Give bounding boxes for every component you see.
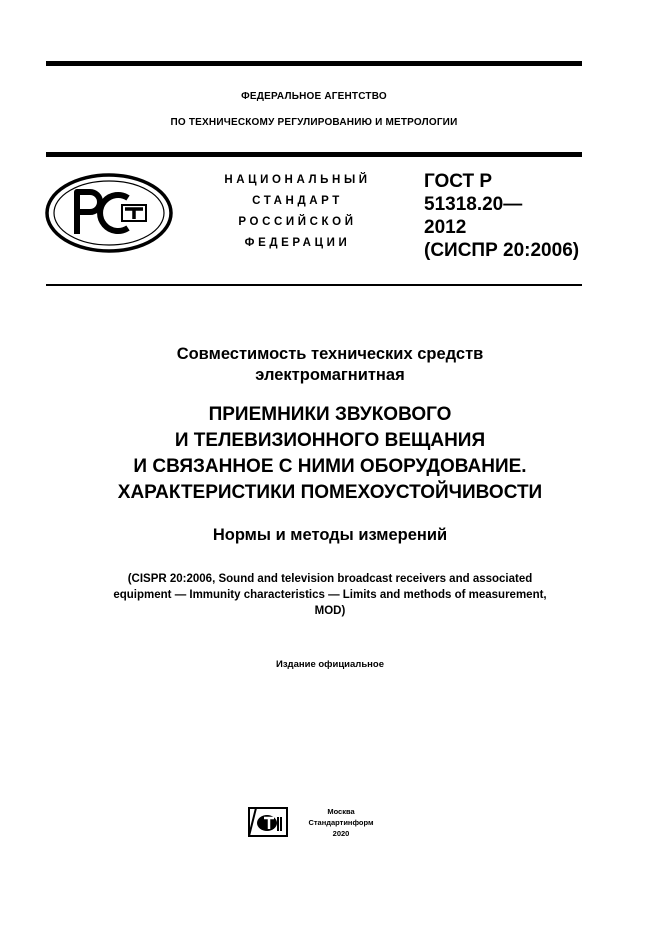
section-rule	[46, 284, 582, 286]
publisher-city: Москва	[327, 807, 355, 816]
publisher-info	[296, 806, 386, 839]
designation-line: 51318.20—	[424, 194, 523, 215]
standard-type-line: РОССИЙСКОЙ	[238, 216, 357, 228]
standard-type-line: ФЕДЕРАЦИИ	[244, 237, 351, 249]
standard-type-line: СТАНДАРТ	[252, 195, 343, 207]
agency-line-1: ФЕДЕРАЛЬНОЕ АГЕНТСТВО	[241, 91, 387, 102]
edition-label: Издание официальное	[276, 659, 384, 670]
publisher-year: 2020	[332, 829, 350, 838]
designation-line: ГОСТ Р	[424, 171, 493, 192]
standartinform-logo-icon	[248, 807, 288, 837]
title-line: И ТЕЛЕВИЗИОННОГО ВЕЩАНИЯ	[174, 430, 486, 451]
title-line: И СВЯЗАННОЕ С НИМИ ОБОРУДОВАНИЕ.	[133, 456, 527, 477]
document-norms-subtitle: Нормы и методы измерений	[212, 526, 448, 544]
document-subtitle	[46, 344, 614, 386]
top-rule	[46, 61, 582, 66]
subtitle-line: Совместимость технических средств	[176, 345, 484, 363]
original-title-line: equipment — Immunity characteristics — Limits and methods of measurement,	[113, 589, 547, 601]
publisher-name: Стандартинформ	[308, 818, 374, 827]
title-line: ХАРАКТЕРИСТИКИ ПОМЕХОУСТОЙЧИВОСТИ	[117, 482, 543, 503]
designation-line: (СИСПР 20:2006)	[424, 240, 580, 261]
subtitle-line: электромагнитная	[255, 366, 405, 384]
standard-type-line: НАЦИОНАЛЬНЫЙ	[224, 174, 371, 186]
original-title	[46, 571, 614, 619]
standard-type	[200, 170, 395, 254]
original-title-line: (CISPR 20:2006, Sound and television broadcast receivers and associated	[127, 573, 533, 585]
title-line: ПРИЕМНИКИ ЗВУКОВОГО	[208, 404, 452, 425]
agency-line-2: ПО ТЕХНИЧЕСКОМУ РЕГУЛИРОВАНИЮ И МЕТРОЛОГИИ	[170, 117, 458, 128]
designation-line: 2012	[424, 217, 467, 238]
standard-designation	[424, 170, 594, 262]
rst-logo-icon	[44, 172, 174, 254]
header-rule	[46, 152, 582, 157]
original-title-line: MOD)	[314, 605, 346, 617]
document-title	[40, 402, 620, 506]
